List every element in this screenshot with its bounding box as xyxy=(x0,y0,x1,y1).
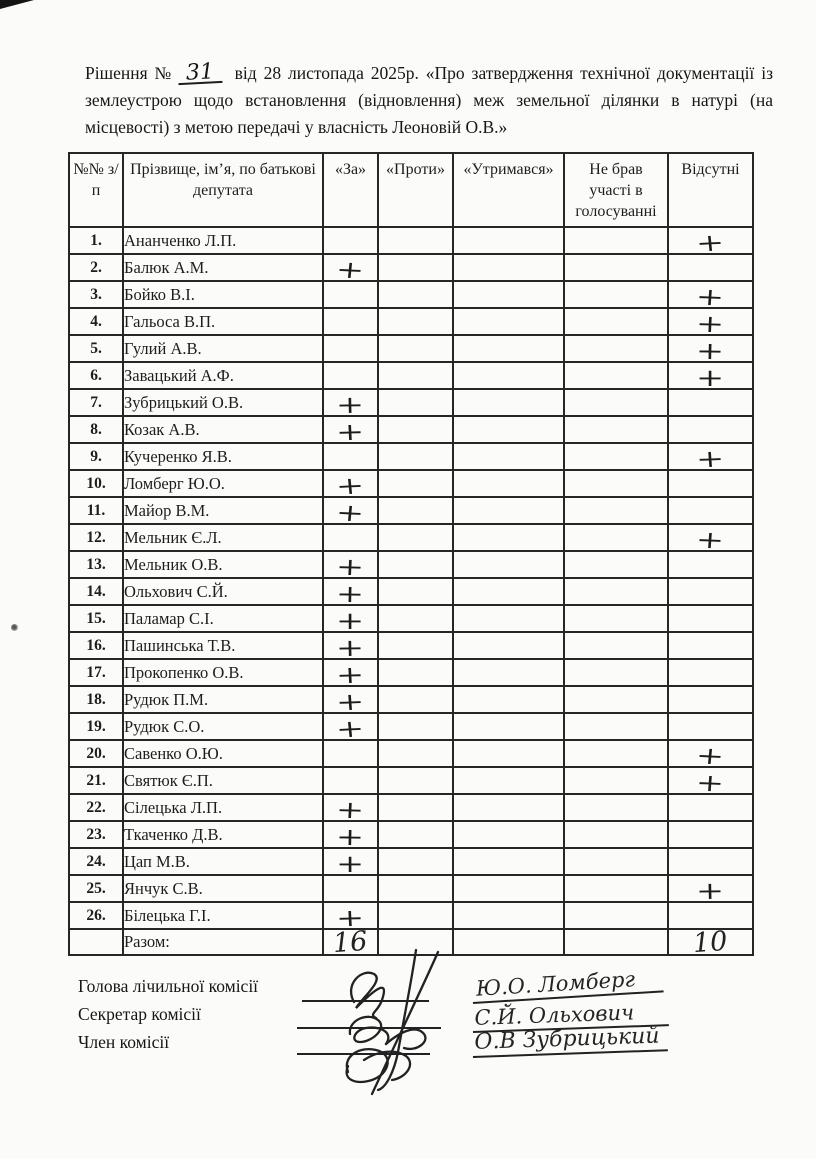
vote-cell-ne_brav xyxy=(564,605,668,632)
deputy-name: Рудюк С.О. xyxy=(123,713,323,740)
vote-cell-vidsutni xyxy=(668,254,753,281)
vote-cell-za xyxy=(323,416,378,447)
table-body xyxy=(69,227,753,933)
vote-cell-proty xyxy=(378,902,453,929)
signature-name-olkhovych: С.Й. Ольхович xyxy=(472,999,669,1033)
row-number: 8. xyxy=(69,416,123,443)
vote-mark-plus: + xyxy=(335,255,366,285)
vote-cell-za xyxy=(323,308,378,335)
vote-cell-proty xyxy=(378,524,453,551)
vote-cell-vidsutni xyxy=(668,308,753,339)
row-number: 1. xyxy=(69,227,123,254)
row-number: 14. xyxy=(69,578,123,605)
col-header-abstained: «Утримався» xyxy=(453,153,564,227)
vote-cell-utrymavsia xyxy=(453,821,564,848)
vote-cell-za xyxy=(323,767,378,794)
col-header-not-voting: Не брав участі в голосуванні xyxy=(564,153,668,227)
vote-cell-proty xyxy=(378,767,453,794)
vote-cell-za xyxy=(323,362,378,389)
table-row xyxy=(69,767,753,794)
vote-cell-za xyxy=(323,551,378,582)
vote-cell-ne_brav xyxy=(564,362,668,389)
vote-cell-za xyxy=(323,875,378,902)
vote-cell-vidsutni xyxy=(668,659,753,686)
vote-cell-vidsutni xyxy=(668,740,753,771)
vote-cell-proty xyxy=(378,443,453,470)
row-number: 7. xyxy=(69,389,123,416)
vote-cell-proty xyxy=(378,875,453,902)
vote-cell-za xyxy=(323,281,378,308)
table-row xyxy=(69,659,753,686)
vote-cell-vidsutni xyxy=(668,227,753,258)
vote-cell-proty xyxy=(378,254,453,281)
vote-cell-za xyxy=(323,686,378,717)
vote-mark-plus: + xyxy=(336,607,365,635)
vote-cell-utrymavsia xyxy=(453,794,564,821)
deputy-name: Козак А.В. xyxy=(123,416,323,443)
vote-cell-vidsutni xyxy=(668,362,753,392)
vote-cell-proty xyxy=(378,335,453,362)
vote-cell-vidsutni xyxy=(668,389,753,416)
signature-name-lomberg: Ю.О. Ломберг xyxy=(471,965,663,1004)
vote-cell-vidsutni xyxy=(668,578,753,605)
vote-cell-ne_brav xyxy=(564,443,668,470)
row-number: 19. xyxy=(69,713,123,740)
vote-cell-ne_brav xyxy=(564,740,668,767)
deputy-name: Ткаченко Д.В. xyxy=(123,821,323,848)
deputy-name: Балюк А.М. xyxy=(123,254,323,281)
vote-cell-proty xyxy=(378,470,453,497)
table-row xyxy=(69,470,753,497)
vote-mark-plus: + xyxy=(695,228,726,258)
vote-cell-ne_brav xyxy=(564,281,668,308)
vote-mark-plus: + xyxy=(695,444,726,474)
vote-cell-vidsutni xyxy=(668,335,753,366)
vote-cell-za xyxy=(323,443,378,470)
row-number: 11. xyxy=(69,497,123,524)
vote-cell-ne_brav xyxy=(564,686,668,713)
col-header-number: №№ з/п xyxy=(69,153,123,227)
vote-cell-vidsutni xyxy=(668,713,753,740)
vote-cell-ne_brav xyxy=(564,335,668,362)
totals-empty-number xyxy=(69,929,123,955)
vote-cell-za xyxy=(323,740,378,767)
row-number: 6. xyxy=(69,362,123,389)
deputy-name: Прокопенко О.В. xyxy=(123,659,323,686)
vote-cell-ne_brav xyxy=(564,308,668,335)
table-row xyxy=(69,632,753,659)
voting-table xyxy=(68,152,754,960)
vote-cell-vidsutni xyxy=(668,551,753,578)
vote-cell-vidsutni xyxy=(668,416,753,443)
deputy-name: Савенко О.Ю. xyxy=(123,740,323,767)
table-row xyxy=(69,551,753,578)
vote-cell-proty xyxy=(378,848,453,875)
col-header-for: «За» xyxy=(323,153,378,227)
row-number: 15. xyxy=(69,605,123,632)
vote-cell-ne_brav xyxy=(564,848,668,875)
deputy-name: Ломберг Ю.О. xyxy=(123,470,323,497)
vote-mark-plus: + xyxy=(335,552,366,582)
vote-cell-utrymavsia xyxy=(453,848,564,875)
table-row xyxy=(69,875,753,902)
vote-cell-utrymavsia xyxy=(453,443,564,470)
row-number: 4. xyxy=(69,308,123,335)
vote-cell-proty xyxy=(378,659,453,686)
vote-cell-ne_brav xyxy=(564,902,668,929)
decision-heading xyxy=(85,60,773,141)
table-row xyxy=(69,308,753,335)
table-row xyxy=(69,713,753,740)
row-number: 25. xyxy=(69,875,123,902)
vote-cell-vidsutni xyxy=(668,848,753,875)
vote-cell-utrymavsia xyxy=(453,335,564,362)
vote-cell-ne_brav xyxy=(564,416,668,443)
deputy-name: Майор В.М. xyxy=(123,497,323,524)
vote-cell-utrymavsia xyxy=(453,254,564,281)
decision-number-handwritten: 31 xyxy=(177,62,222,84)
table-row xyxy=(69,416,753,443)
row-number: 10. xyxy=(69,470,123,497)
deputy-name: Рудюк П.М. xyxy=(123,686,323,713)
vote-cell-za xyxy=(323,470,378,501)
table-header xyxy=(69,153,753,227)
deputy-name: Бойко В.І. xyxy=(123,281,323,308)
vote-cell-za xyxy=(323,659,378,690)
row-number: 22. xyxy=(69,794,123,821)
deputy-name: Кучеренко Я.В. xyxy=(123,443,323,470)
vote-mark-plus: + xyxy=(335,903,366,933)
vote-cell-utrymavsia xyxy=(453,605,564,632)
table-row xyxy=(69,335,753,362)
vote-cell-utrymavsia xyxy=(453,659,564,686)
vote-cell-ne_brav xyxy=(564,767,668,794)
deputy-name: Гулий А.В. xyxy=(123,335,323,362)
vote-mark-plus: + xyxy=(335,714,366,744)
vote-mark-plus: + xyxy=(335,687,366,717)
vote-cell-za xyxy=(323,254,378,285)
table-row xyxy=(69,821,753,848)
signature-name-zubrytskyi: О.В Зубрицький xyxy=(472,1024,668,1058)
deputy-name: Цап М.В. xyxy=(123,848,323,875)
vote-cell-vidsutni xyxy=(668,767,753,798)
row-number: 18. xyxy=(69,686,123,713)
vote-cell-vidsutni xyxy=(668,443,753,474)
vote-cell-ne_brav xyxy=(564,551,668,578)
vote-cell-proty xyxy=(378,713,453,740)
vote-cell-za xyxy=(323,821,378,852)
vote-cell-za xyxy=(323,335,378,362)
vote-mark-plus: + xyxy=(336,850,365,878)
vote-mark-plus: + xyxy=(335,660,366,690)
deputy-name: Гальоса В.П. xyxy=(123,308,323,335)
vote-mark-plus: + xyxy=(335,795,366,825)
table-row xyxy=(69,254,753,281)
vote-cell-za xyxy=(323,497,378,528)
vote-mark-plus: + xyxy=(336,822,365,852)
row-number: 2. xyxy=(69,254,123,281)
vote-mark-plus: + xyxy=(696,876,725,906)
deputy-name: Паламар С.І. xyxy=(123,605,323,632)
row-number: 16. xyxy=(69,632,123,659)
vote-cell-vidsutni xyxy=(668,281,753,312)
totals-not-voting-cell xyxy=(564,929,668,955)
table-row xyxy=(69,524,753,551)
vote-cell-za xyxy=(323,794,378,825)
vote-cell-vidsutni xyxy=(668,632,753,659)
vote-cell-proty xyxy=(378,578,453,605)
vote-cell-vidsutni xyxy=(668,875,753,906)
vote-cell-proty xyxy=(378,740,453,767)
vote-cell-vidsutni xyxy=(668,470,753,497)
vote-cell-utrymavsia xyxy=(453,362,564,389)
table-row xyxy=(69,227,753,254)
vote-cell-proty xyxy=(378,362,453,389)
vote-cell-proty xyxy=(378,227,453,254)
row-number: 20. xyxy=(69,740,123,767)
vote-cell-ne_brav xyxy=(564,497,668,524)
totals-for-value: 16 xyxy=(332,926,369,960)
vote-cell-utrymavsia xyxy=(453,713,564,740)
vote-cell-proty xyxy=(378,308,453,335)
vote-cell-za xyxy=(323,632,378,663)
vote-cell-za xyxy=(323,713,378,744)
vote-cell-za xyxy=(323,389,378,420)
vote-cell-proty xyxy=(378,416,453,443)
role-member: Член комісії xyxy=(78,1032,170,1052)
role-head-of-commission: Голова лічильної комісії xyxy=(78,976,259,996)
vote-mark-plus: + xyxy=(695,282,726,312)
vote-mark-plus: + xyxy=(335,471,366,501)
vote-cell-utrymavsia xyxy=(453,524,564,551)
col-header-name: Прізвище, ім’я, по батькові депутата xyxy=(123,153,323,227)
vote-cell-za xyxy=(323,524,378,551)
table-row xyxy=(69,605,753,632)
table-row xyxy=(69,281,753,308)
vote-cell-utrymavsia xyxy=(453,470,564,497)
decision-date-word: від xyxy=(234,62,257,83)
vote-mark-plus: + xyxy=(695,768,726,798)
row-number: 17. xyxy=(69,659,123,686)
row-number: 24. xyxy=(69,848,123,875)
vote-cell-vidsutni xyxy=(668,524,753,555)
vote-cell-proty xyxy=(378,551,453,578)
table-row xyxy=(69,497,753,524)
vote-cell-proty xyxy=(378,632,453,659)
vote-mark-plus: + xyxy=(336,633,365,663)
vote-cell-proty xyxy=(378,281,453,308)
vote-cell-ne_brav xyxy=(564,254,668,281)
vote-cell-ne_brav xyxy=(564,875,668,902)
decision-text: 28 листопада 2025р. «Про затвердження технічної документації із землеустрою щодо встановлення (відновлення) меж земельної ділянки в натурі (на місцевості) з метою передачі у власність Леоновій О.В.» xyxy=(85,62,773,137)
deputy-name: Ананченко Л.П. xyxy=(123,227,323,254)
vote-mark-plus: + xyxy=(336,579,365,609)
decision-prefix: Рішення № xyxy=(85,62,174,83)
role-secretary: Секретар комісії xyxy=(78,1004,201,1024)
vote-mark-plus: + xyxy=(336,390,365,420)
deputy-name: Янчук С.В. xyxy=(123,875,323,902)
deputy-name: Сілецька Л.П. xyxy=(123,794,323,821)
vote-mark-plus: + xyxy=(335,417,366,447)
row-number: 5. xyxy=(69,335,123,362)
vote-cell-proty xyxy=(378,821,453,848)
vote-cell-proty xyxy=(378,389,453,416)
vote-mark-plus: + xyxy=(695,525,726,555)
col-header-against: «Проти» xyxy=(378,153,453,227)
deputy-name: Пашинська Т.В. xyxy=(123,632,323,659)
totals-label: Разом: xyxy=(123,929,323,955)
vote-cell-ne_brav xyxy=(564,227,668,254)
deputy-name: Завацький А.Ф. xyxy=(123,362,323,389)
vote-cell-proty xyxy=(378,794,453,821)
row-number: 13. xyxy=(69,551,123,578)
row-number: 12. xyxy=(69,524,123,551)
table-row xyxy=(69,848,753,875)
table-row xyxy=(69,686,753,713)
vote-cell-ne_brav xyxy=(564,713,668,740)
vote-cell-utrymavsia xyxy=(453,578,564,605)
vote-cell-vidsutni xyxy=(668,686,753,713)
vote-cell-utrymavsia xyxy=(453,497,564,524)
row-number: 26. xyxy=(69,902,123,929)
vote-cell-utrymavsia xyxy=(453,632,564,659)
vote-cell-ne_brav xyxy=(564,659,668,686)
vote-cell-utrymavsia xyxy=(453,416,564,443)
row-number: 3. xyxy=(69,281,123,308)
table-row xyxy=(69,578,753,605)
vote-cell-za xyxy=(323,227,378,254)
vote-cell-utrymavsia xyxy=(453,551,564,578)
vote-cell-ne_brav xyxy=(564,632,668,659)
deputy-name: Мельник Є.Л. xyxy=(123,524,323,551)
vote-cell-za xyxy=(323,848,378,878)
vote-mark-plus: + xyxy=(696,364,725,392)
vote-cell-utrymavsia xyxy=(453,281,564,308)
table-row xyxy=(69,362,753,389)
vote-cell-ne_brav xyxy=(564,470,668,497)
vote-cell-utrymavsia xyxy=(453,686,564,713)
table-row xyxy=(69,902,753,929)
table-row xyxy=(69,389,753,416)
row-number: 21. xyxy=(69,767,123,794)
vote-cell-vidsutni xyxy=(668,605,753,632)
vote-cell-utrymavsia xyxy=(453,740,564,767)
row-number: 9. xyxy=(69,443,123,470)
vote-cell-vidsutni xyxy=(668,497,753,524)
col-header-absent: Відсутні xyxy=(668,153,753,227)
vote-cell-utrymavsia xyxy=(453,227,564,254)
vote-cell-utrymavsia xyxy=(453,875,564,902)
vote-cell-vidsutni xyxy=(668,821,753,848)
vote-cell-utrymavsia xyxy=(453,767,564,794)
vote-cell-za xyxy=(323,902,378,933)
vote-cell-vidsutni xyxy=(668,902,753,929)
vote-cell-za xyxy=(323,578,378,609)
totals-absent-cell xyxy=(668,926,753,960)
vote-cell-utrymavsia xyxy=(453,308,564,335)
table-row xyxy=(69,443,753,470)
vote-mark-plus: + xyxy=(695,741,726,771)
vote-mark-plus: + xyxy=(695,309,726,339)
table-row xyxy=(69,740,753,767)
vote-cell-utrymavsia xyxy=(453,389,564,416)
deputy-name: Ольхович С.Й. xyxy=(123,578,323,605)
vote-cell-ne_brav xyxy=(564,578,668,605)
vote-cell-ne_brav xyxy=(564,794,668,821)
vote-cell-vidsutni xyxy=(668,794,753,821)
vote-cell-proty xyxy=(378,686,453,713)
signature-scribble xyxy=(320,948,472,1098)
vote-cell-ne_brav xyxy=(564,389,668,416)
vote-cell-proty xyxy=(378,497,453,524)
vote-cell-za xyxy=(323,605,378,635)
table-row xyxy=(69,794,753,821)
vote-cell-proty xyxy=(378,605,453,632)
commission-roles xyxy=(78,972,258,1056)
vote-cell-ne_brav xyxy=(564,821,668,848)
row-number: 23. xyxy=(69,821,123,848)
vote-mark-plus: + xyxy=(335,498,366,528)
vote-cell-utrymavsia xyxy=(453,902,564,929)
scan-corner-artifact xyxy=(0,0,34,9)
deputy-name: Зубрицький О.В. xyxy=(123,389,323,416)
vote-cell-ne_brav xyxy=(564,524,668,551)
vote-mark-plus: + xyxy=(696,336,725,366)
deputy-name: Білецька Г.І. xyxy=(123,902,323,929)
totals-absent-value: 10 xyxy=(692,926,729,960)
deputy-name: Святюк Є.П. xyxy=(123,767,323,794)
scan-speck-artifact xyxy=(11,624,18,631)
deputy-name: Мельник О.В. xyxy=(123,551,323,578)
